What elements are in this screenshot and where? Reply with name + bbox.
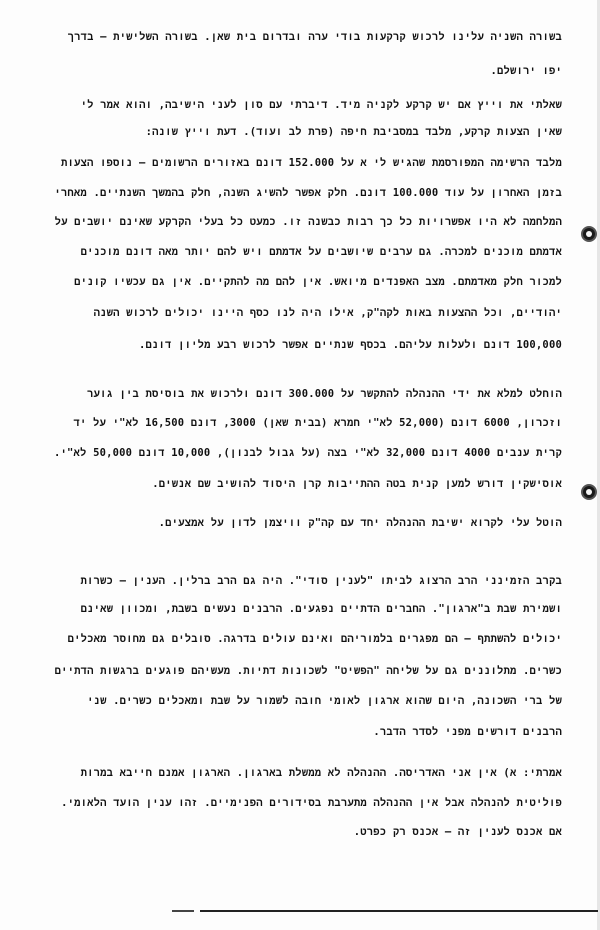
- text-line: אם אכנס לענין זה – אכנס רק כפרט.: [353, 826, 562, 838]
- text-line: פוליטית להנהלה אבל אין ההנהלה מתערבת בסידורים הפנימיים. זהו ענין הועד הלאומי.: [61, 797, 562, 809]
- text-line: כשרים. מתלוננים גם על שליחה "הפשיט" לשכונות דתיות. מעשיהם פוגעים ברגשות הדתיים: [54, 665, 562, 677]
- text-line: בקרב הזמינני הרב הרצוג לביתו "לענין סודי". היה גם הרב ברלין. הענין – כשרות: [80, 575, 562, 587]
- text-line: יהודיים, וכל ההצעות באות לקה"ק, אילו היה לנו כסף היינו יכולים לרכוש השנה: [93, 307, 562, 319]
- binder-hole-icon: [581, 484, 597, 500]
- text-line: ושמירת שבת ב"ארגון". החברים הדתיים נפגעים. הרבנים נעשים בשבת, ומכוון שאינם: [80, 603, 562, 615]
- footer-rule: [200, 910, 598, 912]
- text-line: של ברי השכונה, היום שהוא ארגון לאומי חובה לשמור על שבת ומאכלים כשרים. שני: [87, 695, 562, 707]
- text-line: קרית ענבים 4000 דונם 32,000 לא"י בצה (על גבול לבנון), 10,000 דונם 50,000 לא"י.: [53, 447, 562, 459]
- text-line: המלחמה לא היו אפשרויות כל כך רבות כבשנה זו. כמעט כל בעלי הקרקע שאינם יושבים על: [54, 216, 562, 228]
- text-line: מלבד הרשימה המפורסמת שהגיש לי א על 152.000 דונם באזורים הרשומים – נוספו הצעות: [60, 157, 562, 169]
- text-line: הוטל עלי לקרוא ישיבת ההנהלה יחד עם קה"ק וויצמן לדון על אמצעים.: [158, 517, 562, 529]
- text-line: וזכרון, 6000 דונם (52,000 לא"י חמרא (בבית שאן) 3000, דונם 16,500 לא"י על יד: [73, 417, 562, 429]
- text-line: בזמן האחרון על עוד 100.000 דונם. חלק אפשר להשיג השנה, חלק בהמשך השנתיים. מאחרי: [54, 187, 562, 199]
- text-line: הרבנים דורשים מפני לסדר הדבר.: [373, 726, 562, 738]
- footer-dash: [172, 910, 194, 912]
- text-line: יפו ירושלם.: [490, 65, 562, 77]
- text-line: שאין הצעות קרקע, מלבד במסביבת חיפה (פרת לב ועוד). דעת וייץ שונה:: [145, 126, 562, 138]
- text-line: 100,000 דונם ולעלות עליהם. בכסף שנתיים אפשר לרכוש רבע מליון דונם.: [139, 339, 562, 351]
- text-line: אמרתי: א) אין אני האדריסה. ההנהלה לא ממשלת בארגון. הארגון אמנם חייבא במרות: [80, 767, 562, 779]
- text-line: אדמתם מוכנים למכרה. גם ערבים שיושבים על אדמתם ויש להם יותר מאה דונם מוכנים: [80, 246, 562, 258]
- text-line: אוסישקין דורש למען קנית בטה ההתייבות קרן היסוד להושיב שם אנשים.: [152, 478, 562, 490]
- text-line: יכולים להשתתף – הם מפגרים בלמוריהם ואינם עולים בדרגה. סובלים גם מחוסר מאכלים: [67, 633, 562, 645]
- text-line: הוחלט למלא את ידי ההנהלה להתקשר על 300.000 דונם ולרכוש את בוסיסת בין גוער: [87, 388, 562, 400]
- text-line: למכור חלק מאדמתם. מצב האפנדים מיואש. אין להם מה להתקיים. אין גם עכשיו קונים: [74, 276, 562, 288]
- binder-hole-icon: [581, 226, 597, 242]
- text-line: שאלתי את וייץ אם יש קרקע לקניה מיד. דיברתי עם סון לעני הישיבה, והוא אמר לי: [80, 99, 562, 111]
- text-line: בשורה השניה עלינו לרכוש קרקעות בודי ערה ובדרום בית שאן. בשורה השלישית – בדרך: [67, 31, 562, 43]
